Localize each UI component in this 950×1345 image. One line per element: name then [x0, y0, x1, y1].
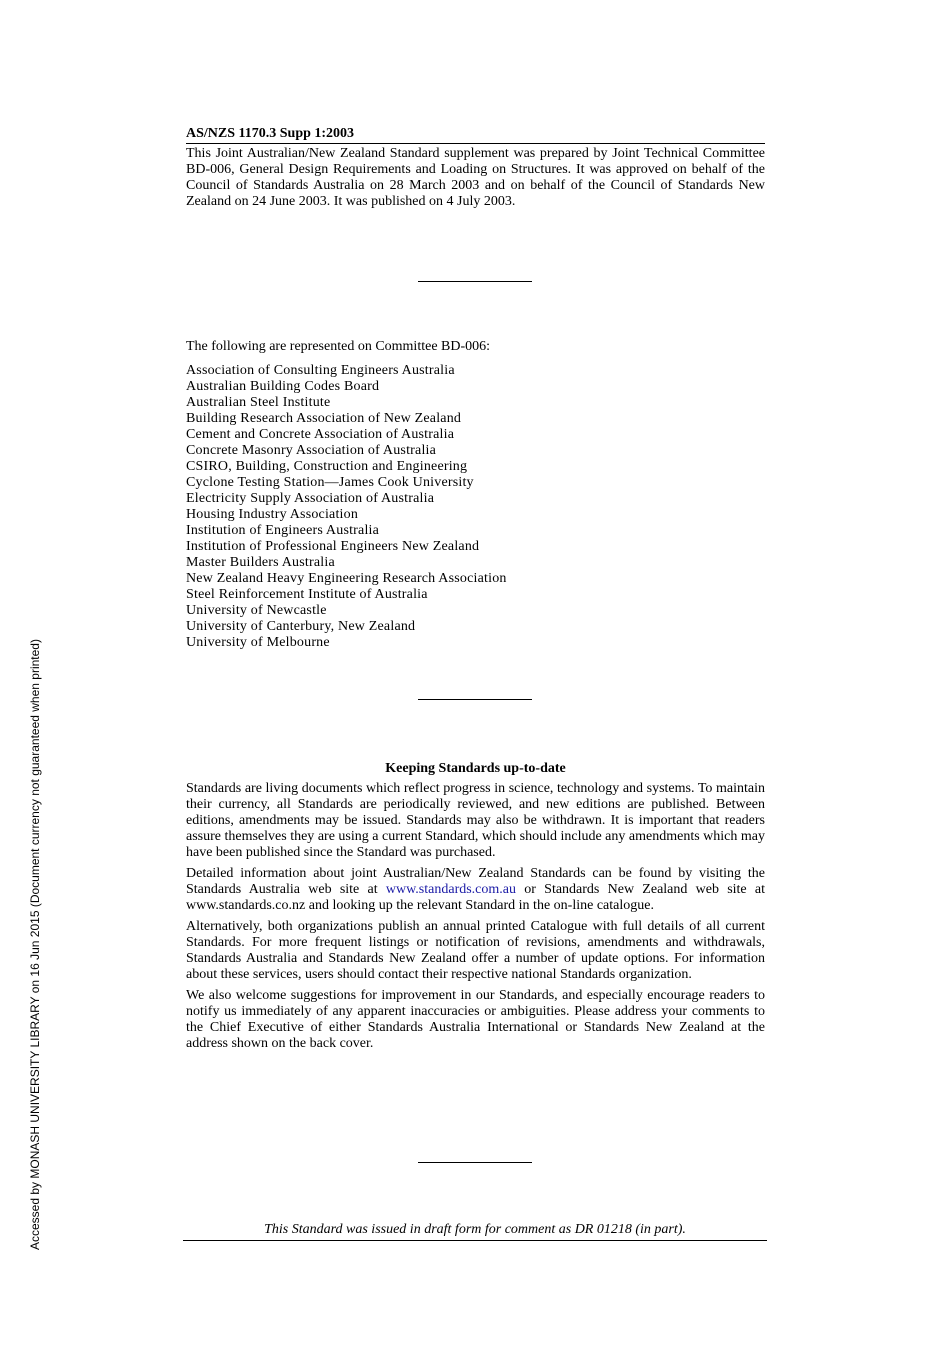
list-item: Master Builders Australia — [186, 555, 335, 570]
preparation-statement: This Joint Australian/New Zealand Standard supplement was prepared by Joint Technical Committee BD-006, General Design Requirements and Loading on Structures. It was approved on behalf of the Council of Standards Australia on 28 March 2003 and on behalf of the Council of Standards New Zealand on 24 June 2003. It was published on 4 July 2003. — [186, 146, 765, 209]
standards-australia-link[interactable]: www.standards.com.au — [385, 882, 516, 897]
list-item: Steel Reinforcement Institute of Australia — [186, 587, 428, 602]
list-item: Building Research Association of New Zealand — [186, 411, 462, 426]
document-identifier: AS/NZS 1170.3 Supp 1:2003 — [186, 125, 765, 144]
paragraph-suggestions: We also welcome suggestions for improvement in our Standards, and especially encourage readers to notify us immediately of any apparent inaccuracies or ambiguities. Please address your comments to the Chief Executive of either Standards Australia International or Standards New Zealand at the address shown on the back cover. — [186, 988, 765, 1051]
list-item: Institution of Professional Engineers New Zealand — [186, 539, 480, 554]
draft-note: This Standard was issued in draft form for comment as DR 01218 (in part). — [183, 1221, 767, 1241]
list-item: University of Melbourne — [186, 635, 330, 650]
list-item: University of Canterbury, New Zealand — [186, 619, 416, 634]
section-divider — [418, 1162, 532, 1163]
list-item: University of Newcastle — [186, 603, 327, 618]
list-item: Concrete Masonry Association of Australia — [186, 443, 437, 458]
access-watermark: Accessed by MONASH UNIVERSITY LIBRARY on 16 Jun 2015 (Document currency not guaranteed when printed) — [28, 639, 42, 1250]
section-divider — [418, 699, 532, 700]
document-header — [186, 125, 765, 210]
section-title: Keeping Standards up-to-date — [385, 761, 566, 776]
list-item: Cyclone Testing Station—James Cook University — [186, 475, 474, 490]
list-item: Australian Steel Institute — [186, 395, 331, 410]
paragraph-text: or Standards New Zealand web site at www.standards.co.nz and looking up the relevant Standard in the on-line catalogue. — [186, 882, 765, 913]
list-item: New Zealand Heavy Engineering Research Association — [186, 571, 507, 586]
paragraph-living-documents: Standards are living documents which reflect progress in science, technology and systems. To maintain their currency, all Standards are periodically reviewed, and new editions are published. Between editions, amendments may be issued. Standards may also be withdrawn. It is important that readers assure themselves they are using a current Standard, which should include any amendments which may have been published since the Standard was purchased. — [186, 781, 765, 860]
list-item: Institution of Engineers Australia — [186, 523, 380, 538]
list-item: Electricity Supply Association of Australia — [186, 491, 435, 506]
committee-intro: The following are represented on Committee BD-006: — [186, 339, 491, 354]
list-item: Cement and Concrete Association of Australia — [186, 427, 455, 442]
list-item: Association of Consulting Engineers Australia — [186, 363, 455, 378]
paragraph-web-info — [186, 866, 765, 914]
section-divider — [418, 281, 532, 282]
committee-member-list — [186, 363, 765, 651]
list-item: CSIRO, Building, Construction and Engineering — [186, 459, 468, 474]
list-item: Housing Industry Association — [186, 507, 359, 522]
committee-section — [186, 338, 765, 651]
paragraph-text: Detailed information about joint Australian/New Zealand Standards can be found by visiting the Standards Australia web site at — [186, 866, 765, 897]
paragraph-catalogue: Alternatively, both organizations publish an annual printed Catalogue with full details of all current Standards. For more frequent listings or notification of revisions, amendments and withdrawals, Standards Australia and Standards New Zealand offer a number of update options. For information about these services, users should contact their respective national Standards organization. — [186, 919, 765, 982]
list-item: Australian Building Codes Board — [186, 379, 380, 394]
keeping-standards-section — [186, 760, 765, 1057]
